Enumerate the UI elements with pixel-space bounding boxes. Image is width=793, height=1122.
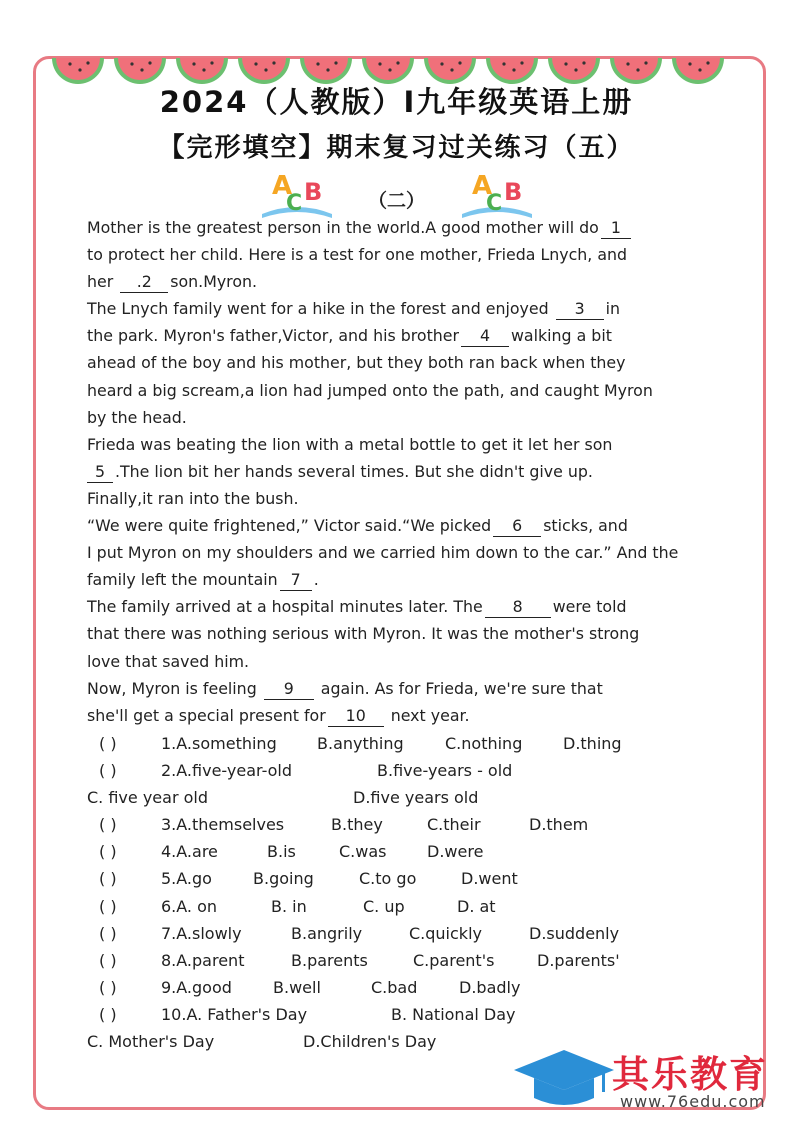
option[interactable]: B.anything — [317, 734, 404, 753]
option[interactable]: B.going — [253, 869, 314, 889]
option[interactable]: D.Children's Day — [303, 1032, 437, 1052]
option[interactable]: D.parents' — [537, 950, 620, 970]
answer-options — [87, 730, 757, 1055]
answer-paren[interactable]: ( ) — [99, 896, 117, 916]
blank-2[interactable]: .2 — [120, 272, 168, 293]
question-row — [87, 784, 757, 811]
passage-line: by the head. — [87, 407, 187, 427]
option[interactable]: B.five-years - old — [377, 761, 513, 781]
question-row — [87, 974, 757, 1001]
answer-paren[interactable]: ( ) — [99, 869, 117, 889]
svg-text:A: A — [272, 171, 293, 201]
blank-4[interactable]: 4 — [461, 326, 509, 347]
option[interactable]: 9.A.good — [161, 977, 232, 997]
question-row — [87, 730, 757, 757]
option[interactable]: B. in — [271, 896, 307, 916]
option[interactable]: C.parent's — [413, 950, 495, 970]
option[interactable]: D.suddenly — [529, 923, 620, 943]
passage-line: Finally,it ran into the bush. — [87, 488, 299, 508]
passage-line: to protect her child. Here is a test for one mother, Frieda Lnych, and — [87, 245, 628, 265]
publisher-logo — [512, 1040, 787, 1118]
option[interactable]: C.quickly — [409, 923, 482, 943]
option[interactable]: B.well — [273, 977, 321, 997]
svg-text:B: B — [304, 178, 323, 206]
blank-9[interactable]: 9 — [264, 679, 314, 700]
option[interactable]: C.to go — [359, 869, 417, 889]
page-subtitle: 【完形填空】期末复习过关练习（五） — [158, 133, 635, 163]
option[interactable]: D.went — [461, 869, 518, 889]
graduation-cap-icon — [512, 1046, 616, 1108]
passage-line: “We were quite frightened,” Victor said.“We picked 6 sticks, and — [87, 516, 628, 536]
page-title: 2024（人教版）Ⅰ九年级英语上册 — [159, 85, 634, 119]
blank-7[interactable]: 7 — [280, 570, 312, 591]
option[interactable]: B.angrily — [291, 923, 363, 943]
option[interactable]: 7.A.slowly — [161, 923, 242, 943]
option[interactable]: C.was — [339, 842, 387, 862]
passage-line: ahead of the boy and his mother, but they both ran back when they — [87, 353, 626, 373]
option[interactable]: C. five year old — [87, 788, 208, 808]
option[interactable]: 1.A.something — [161, 734, 277, 753]
logo-url: www.76edu.com — [620, 1092, 766, 1111]
svg-text:C: C — [286, 191, 303, 216]
answer-paren[interactable]: ( ) — [99, 923, 117, 943]
svg-text:A: A — [472, 171, 493, 201]
answer-paren[interactable]: ( ) — [99, 761, 117, 781]
option[interactable]: B. National Day — [391, 1004, 516, 1024]
passage-line: that there was nothing serious with Myron. It was the mother's strong — [87, 624, 640, 644]
blank-5[interactable]: 5 — [87, 462, 113, 483]
passage-line: she'll get a special present for 10 next year. — [87, 705, 470, 725]
option[interactable]: D.were — [427, 842, 484, 862]
option[interactable]: B.parents — [291, 950, 368, 970]
passage-line: The Lnych family went for a hike in the forest and enjoyed 3 in — [87, 299, 621, 319]
passage-line: The family arrived at a hospital minutes later. The 8 were told — [87, 597, 627, 617]
cloze-passage — [87, 214, 757, 729]
question-row — [87, 920, 757, 947]
passage-line: I put Myron on my shoulders and we carried him down to the car.” And the — [87, 543, 679, 563]
passage-line: her .2 son.Myron. — [87, 272, 258, 292]
option[interactable]: 4.A.are — [161, 842, 218, 862]
option[interactable]: C. Mother's Day — [87, 1032, 215, 1052]
question-row — [87, 838, 757, 865]
blank-10[interactable]: 10 — [328, 706, 384, 727]
option[interactable]: C.nothing — [445, 734, 523, 753]
svg-text:B: B — [504, 178, 523, 206]
option[interactable]: 8.A.parent — [161, 950, 245, 970]
section-number: （二） — [367, 190, 425, 212]
option[interactable]: B.is — [267, 842, 296, 862]
option[interactable]: 5.A.go — [161, 869, 212, 889]
option[interactable]: C.their — [427, 815, 481, 835]
question-row — [87, 757, 757, 784]
passage-line: family left the mountain 7 . — [87, 570, 319, 590]
option[interactable]: D.them — [529, 815, 589, 835]
option[interactable]: 3.A.themselves — [161, 815, 285, 835]
passage-line: 5 .The lion bit her hands several times. But she didn't give up. — [87, 458, 757, 485]
option[interactable]: D.badly — [459, 977, 521, 997]
passage-line: heard a big scream,a lion had jumped onto the path, and caught Myron — [87, 380, 653, 400]
question-row — [87, 947, 757, 974]
blank-1[interactable]: 1 — [601, 218, 631, 239]
option[interactable]: 10.A. Father's Day — [161, 1004, 308, 1024]
question-row — [87, 1001, 757, 1028]
passage-line: Frieda was beating the lion with a metal bottle to get it let her son — [87, 434, 613, 454]
option[interactable]: B.they — [331, 815, 383, 835]
option[interactable]: D.thing — [563, 734, 622, 753]
passage-line: Mother is the greatest person in the world.A good mother will do 1 — [87, 214, 757, 241]
option[interactable]: D.five years old — [353, 788, 479, 808]
answer-paren[interactable]: ( ) — [99, 1004, 117, 1024]
question-row — [87, 865, 757, 892]
passage-line: the park. Myron's father,Victor, and his brother 4 walking a bit — [87, 326, 612, 346]
answer-paren[interactable]: ( ) — [99, 950, 117, 970]
answer-paren[interactable]: ( ) — [99, 977, 117, 997]
answer-paren[interactable]: ( ) — [99, 734, 117, 753]
option[interactable]: C. up — [363, 896, 405, 916]
question-row — [87, 811, 757, 838]
passage-line: Now, Myron is feeling 9 again. As for Frieda, we're sure that — [87, 678, 603, 698]
passage-line: love that saved him. — [87, 651, 250, 671]
option[interactable]: 6.A. on — [161, 896, 218, 916]
question-row — [87, 893, 757, 920]
blank-8[interactable]: 8 — [485, 597, 551, 618]
option[interactable]: D. at — [457, 896, 496, 916]
answer-paren[interactable]: ( ) — [99, 815, 117, 835]
blank-3[interactable]: 3 — [556, 299, 604, 320]
svg-text:C: C — [486, 191, 503, 216]
blank-6[interactable]: 6 — [493, 516, 541, 537]
option[interactable]: 2.A.five-year-old — [161, 761, 293, 781]
logo-name: 其乐教育 — [612, 1053, 768, 1096]
option[interactable]: C.bad — [371, 977, 418, 997]
answer-paren[interactable]: ( ) — [99, 842, 117, 862]
